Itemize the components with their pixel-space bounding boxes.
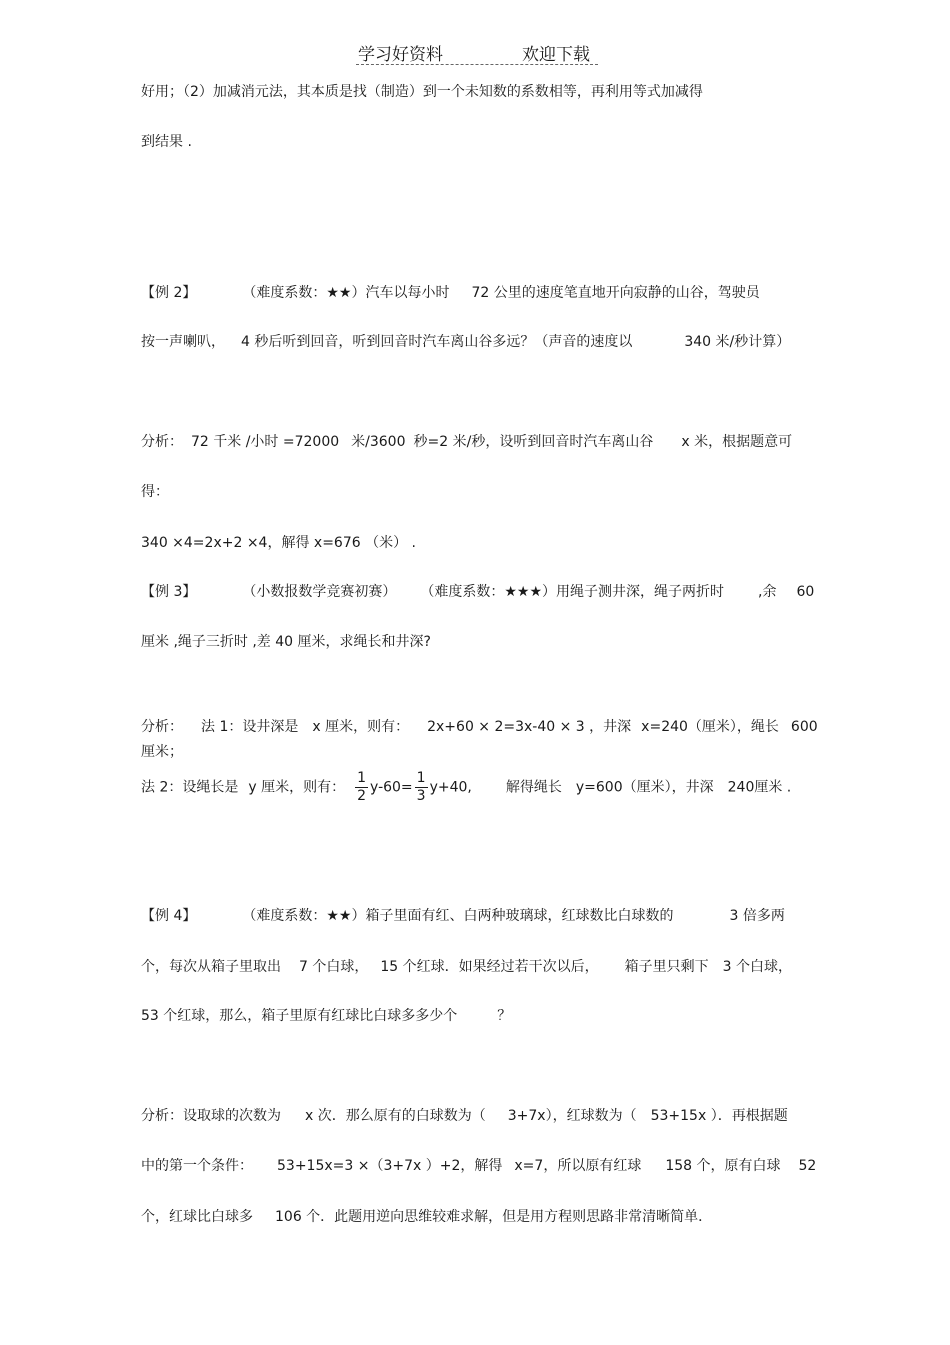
text-span: 个，红球比白球多 <box>141 1209 253 1225</box>
text-span: 分析： <box>141 434 183 450</box>
ex4-analysis-line-2 <box>141 1157 816 1175</box>
text-span: y+40, <box>429 779 472 796</box>
ex3-tag: 【例 3】 <box>141 584 197 600</box>
text-span: 分析：设取球的次数为 <box>141 1108 281 1124</box>
text-span: 53+15x=3 ×（3+7x ）+2，解得 <box>277 1158 503 1174</box>
text-span: 分析： <box>141 719 183 735</box>
ex2-analysis-line-3: 340 ×4=2x+2 ×4，解得 x=676 （米） . <box>141 535 416 551</box>
text-span: 52 <box>798 1158 817 1174</box>
text-span: y=600（厘米），井深 <box>575 779 714 796</box>
header-dashed-rule <box>356 64 598 65</box>
text-span: 60 <box>796 584 815 600</box>
text-span: 53 个红球，那么，箱子里原有红球比白球多多少个 <box>141 1008 458 1024</box>
ex4-analysis-line-1 <box>141 1107 788 1125</box>
text-span: ？ <box>497 1008 512 1024</box>
text-span: （难度系数：★★）汽车以每小时 <box>242 285 450 301</box>
text-span: 按一声喇叭， <box>141 334 225 350</box>
header-right: 欢迎下载 <box>522 45 590 65</box>
ex3-question-line-1 <box>141 583 814 601</box>
ex3-analysis-line-1 <box>141 718 818 736</box>
text-span: 7 个白球， <box>299 959 369 975</box>
text-span: ,余 <box>758 584 777 600</box>
ex4-question-line-1 <box>141 907 785 925</box>
ex2-analysis-line-1 <box>141 433 792 451</box>
ex4-question-line-3 <box>141 1007 511 1025</box>
text-span: 法 2：设绳长是 <box>141 779 239 796</box>
text-span: x=7，所以原有红球 <box>514 1158 642 1174</box>
fraction-one-half <box>355 770 368 805</box>
text-span: 秒=2 米/秒，设听到回音时汽车离山谷 <box>413 434 654 450</box>
text-span: x 次．那么原有的白球数为（ <box>305 1108 486 1124</box>
ex4-question-line-2 <box>141 958 792 976</box>
ex2-question-line-2 <box>141 333 790 351</box>
text-span: 1 <box>416 770 426 786</box>
text-span: 3 <box>416 788 426 804</box>
text-span: 15 个红球．如果经过若干次以后， <box>380 959 599 975</box>
header-left: 学习好资料 <box>358 45 443 65</box>
text-span: 1 <box>357 770 367 786</box>
ex4-tag: 【例 4】 <box>141 908 197 924</box>
text-span: y 厘米，则有： <box>248 779 346 796</box>
text-span: 600 <box>790 719 818 735</box>
text-span: 106 个．此题用逆向思维较难求解，但是用方程则思路非常清晰简单． <box>275 1209 713 1225</box>
ex2-question-line-1 <box>141 284 760 302</box>
text-span: 米/3600 <box>351 434 406 450</box>
ex3-method-2-line <box>141 770 791 805</box>
text-span: 72 公里的速度笔直地开向寂静的山谷，驾驶员 <box>471 285 760 301</box>
text-span: 72 千米 /小时 =72000 <box>191 434 340 450</box>
text-span: 箱子里只剩下 <box>624 959 709 975</box>
text-span: 个，每次从箱子里取出 <box>141 959 281 975</box>
text-span: 3 个白球， <box>722 959 792 975</box>
ex2-tag: 【例 2】 <box>141 285 197 301</box>
text-span: x 厘米，则有： <box>312 719 410 735</box>
text-span: 4 秒后听到回音，听到回音时汽车离山谷多远？（声音的速度以 <box>241 334 633 350</box>
text-span: 解得绳长 <box>505 779 562 796</box>
ex4-analysis-line-3 <box>141 1208 712 1226</box>
text-span: x=240（厘米），绳长 <box>641 719 779 735</box>
text-span: 中的第一个条件： <box>141 1158 253 1174</box>
text-span: 240厘米 . <box>727 779 792 796</box>
text-span: 2 <box>357 788 367 804</box>
text-span: 53+15x ）．再根据题 <box>650 1108 788 1124</box>
text-span: y-60= <box>370 779 413 796</box>
text-span: 340 米/秒计算） <box>684 334 791 350</box>
ex2-analysis-line-2: 得： <box>141 484 169 500</box>
ex3-analysis-line-2: 厘米； <box>141 744 183 760</box>
text-span: （难度系数：★★★）用绳子测井深，绳子两折时 <box>420 584 725 600</box>
fraction-one-third <box>415 770 428 805</box>
intro-line-2: 到结果 . <box>141 134 192 150</box>
text-span: （小数报数学竞赛初赛） <box>242 584 397 600</box>
ex3-question-line-2: 厘米 ,绳子三折时 ,差 40 厘米，求绳长和井深? <box>141 634 431 650</box>
text-span: x 米，根据题意可 <box>681 434 793 450</box>
text-span: 2x+60 × 2=3x-40 × 3 ，井深 <box>427 719 632 735</box>
text-span: （难度系数：★★）箱子里面有红、白两种玻璃球，红球数比白球数的 <box>242 908 674 924</box>
text-span: 3 倍多两 <box>729 908 785 924</box>
text-span: 3+7x），红球数为（ <box>507 1108 637 1124</box>
intro-line-1: 好用；（2）加减消元法，其本质是找（制造）到一个未知数的系数相等，再利用等式加减得 <box>141 84 703 100</box>
text-span: 158 个，原有白球 <box>665 1158 781 1174</box>
text-span: 法 1：设井深是 <box>201 719 299 735</box>
